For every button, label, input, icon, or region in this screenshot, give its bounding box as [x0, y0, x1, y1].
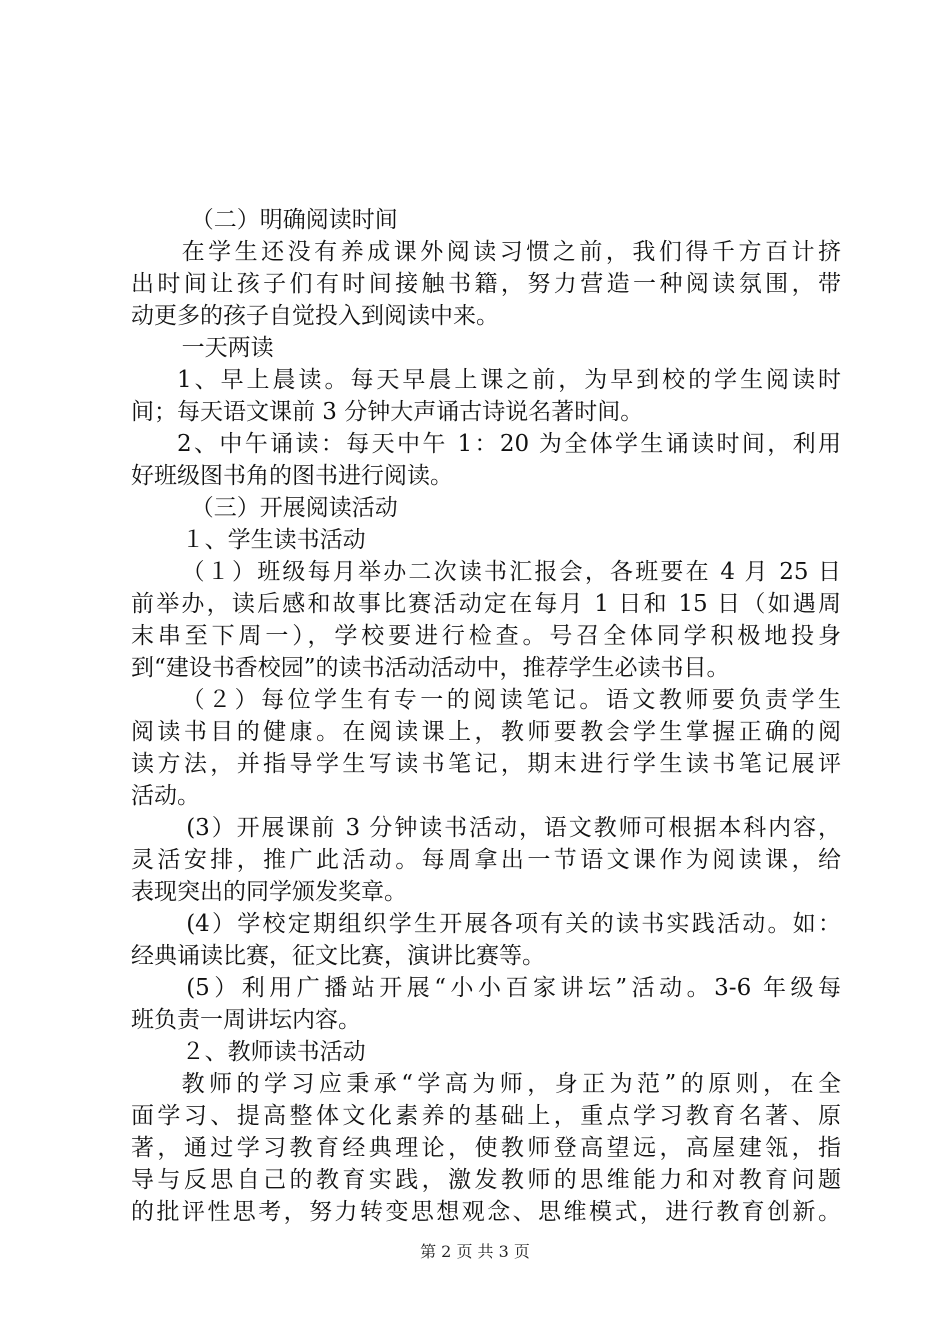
text-line: 好班级图书角的图书进行阅读。 [131, 463, 453, 489]
text-line: 经典诵读比赛，征文比赛，演讲比赛等。 [131, 943, 545, 969]
text-line: １、学生读书活动 [181, 527, 366, 553]
text-line: 阅读书目的健康。在阅读课上，教师要教会学生掌握正确的阅 [131, 719, 841, 745]
text-line: 的批评性思考，努力转变思想观念、思维模式，进行教育创新。 [131, 1199, 841, 1225]
text-line: （２）每位学生有专一的阅读笔记。语文教师要负责学生 [181, 687, 841, 713]
text-line: 一天两读 [181, 335, 274, 361]
text-line: 灵活安排，推广此活动。每周拿出一节语文课作为阅读课，给 [131, 847, 841, 873]
text-line: 面学习、提高整体文化素养的基础上，重点学习教育名著、原 [131, 1103, 841, 1129]
text-line: （二）明确阅读时间 [190, 207, 398, 233]
text-line: 前举办，读后感和故事比赛活动定在每月 1 日和 15 日（如遇周 [131, 591, 841, 617]
text-line: (4）学校定期组织学生开展各项有关的读书实践活动。如： [186, 911, 841, 937]
text-line: 导与反思自己的教育实践，激发教师的思维能力和对教育问题 [131, 1167, 841, 1193]
text-line: 到“建设书香校园”的读书活动活动中，推荐学生必读书目。 [131, 655, 730, 681]
text-line: 出时间让孩子们有时间接触书籍，努力营造一种阅读氛围，带 [131, 271, 841, 297]
text-line: （三）开展阅读活动 [190, 495, 398, 521]
text-line: 间；每天语文课前 3 分钟大声诵古诗说名著时间。 [131, 399, 644, 425]
text-line: 1、早上晨读。每天早晨上课之前，为早到校的学生阅读时 [177, 367, 841, 393]
text-line: 班负责一周讲坛内容。 [131, 1007, 361, 1033]
text-line: 活动。 [131, 783, 200, 809]
text-line: 末串至下周一），学校要进行检查。号召全体同学积极地投身 [131, 623, 841, 649]
text-line: （１）班级每月举办二次读书汇报会，各班要在 4 月 25 日 [181, 559, 841, 585]
text-line: 表现突出的同学颁发奖章。 [131, 879, 407, 905]
text-line: (5）利用广播站开展“小小百家讲坛”活动。3-6 年级每 [186, 975, 841, 1001]
text-line: 读方法，并指导学生写读书笔记，期末进行学生读书笔记展评 [131, 751, 841, 777]
text-line: 动更多的孩子自觉投入到阅读中来。 [131, 303, 499, 329]
text-line: 著，通过学习教育经典理论，使教师登高望远，高屋建瓴，指 [131, 1135, 841, 1161]
text-line: ２、教师读书活动 [181, 1039, 366, 1065]
text-line: 在学生还没有养成课外阅读习惯之前，我们得千方百计挤 [181, 239, 841, 265]
text-line: (3）开展课前 3 分钟读书活动，语文教师可根据本科内容， [186, 815, 841, 841]
page-footer: 第 2 页 共 3 页 [420, 1242, 530, 1261]
text-line: 2、中午诵读：每天中午 1：20 为全体学生诵读时间，利用 [177, 431, 841, 457]
document-body [131, 204, 841, 1228]
text-line: 教师的学习应秉承“学高为师，身正为范”的原则，在全 [181, 1071, 841, 1097]
